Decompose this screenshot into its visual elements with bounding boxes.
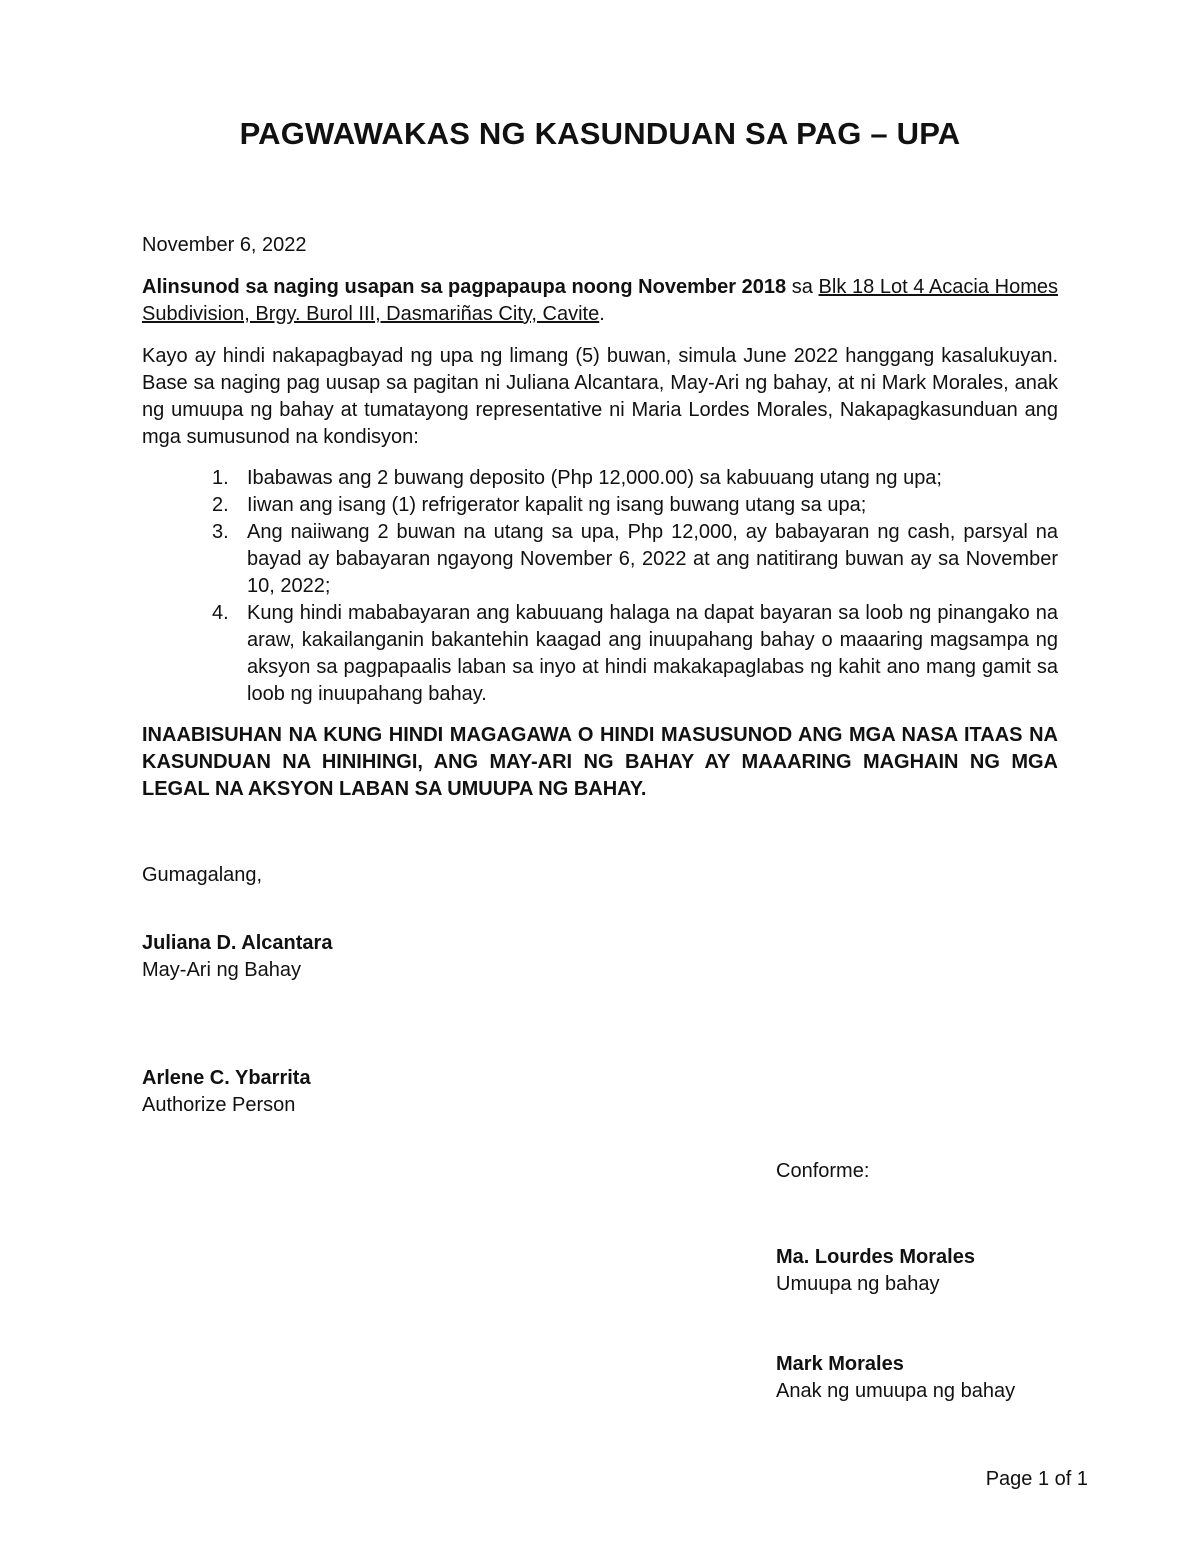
- list-item-number: 2.: [212, 494, 229, 516]
- conforme-label: Conforme:: [776, 1160, 870, 1182]
- list-item: [142, 519, 1058, 600]
- son-role: Anak ng umuupa ng bahay: [776, 1380, 1016, 1402]
- terms-list-container: [142, 465, 1058, 708]
- son-name: Mark Morales: [776, 1353, 904, 1375]
- intro-paragraph: [142, 274, 1058, 328]
- document-title: PAGWAWAKAS NG KASUNDUAN SA PAG – UPA: [239, 116, 961, 151]
- list-item-text: Ibabawas ang 2 buwang deposito (Php 12,000.00) sa kabuuang utang ng upa;: [247, 467, 942, 489]
- page-number: Page 1 of 1: [985, 1468, 1088, 1490]
- owner-role: May-Ari ng Bahay: [142, 959, 301, 981]
- terms-list: [142, 465, 1058, 708]
- owner-name: Juliana D. Alcantara: [142, 932, 333, 954]
- list-item-text: Ang naiiwang 2 buwan na utang sa upa, Php 12,000, ay babayaran ng cash, parsyal na bayad ay babayaran ngayong November 6, 2022 at ang natitirang buwan ay sa November 10, 2022;: [247, 521, 1058, 597]
- letter-date: November 6, 2022: [142, 234, 307, 256]
- list-item-number: 1.: [212, 467, 229, 489]
- main-paragraph: Kayo ay hindi nakapagbayad ng upa ng limang (5) buwan, simula June 2022 hanggang kasalukuyan. Base sa naging pag uusap sa pagitan ni Juliana Alcantara, May-Ari ng bahay, at ni Mark Morales, anak ng umuupa ng bahay at tumatayong representative ni Maria Lordes Morales, Nakapagkasunduan ang mga sumusunod na kondisyon:: [142, 345, 1058, 448]
- list-item-number: 4.: [212, 602, 229, 624]
- warning-paragraph: INAABISUHAN NA KUNG HINDI MAGAGAWA O HINDI MASUSUNOD ANG MGA NASA ITAAS NA KASUNDUAN NA HINIHINGI, ANG MAY-ARI NG BAHAY AY MAAARING MAGHAIN NG MGA LEGAL NA AKSYON LABAN SA UMUUPA NG BAHAY.: [142, 724, 1058, 800]
- list-item: [142, 600, 1058, 708]
- tenant-name: Ma. Lourdes Morales: [776, 1246, 975, 1268]
- intro-connector: sa: [786, 276, 819, 298]
- list-item: [142, 492, 1058, 519]
- authorized-role: Authorize Person: [142, 1094, 296, 1116]
- intro-end: .: [599, 303, 605, 325]
- authorized-name: Arlene C. Ybarrita: [142, 1067, 311, 1089]
- closing-text: Gumagalang,: [142, 864, 263, 886]
- list-item: [142, 465, 1058, 492]
- tenant-role: Umuupa ng bahay: [776, 1273, 940, 1295]
- property-address: Blk 18 Lot 4 Acacia Homes Subdivision, Brgy. Burol III, Dasmariñas City, Cavite: [142, 276, 1058, 325]
- list-item-number: 3.: [212, 521, 229, 543]
- intro-bold-text: Alinsunod sa naging usapan sa pagpapaupa noong November 2018: [142, 276, 787, 298]
- list-item-text: Kung hindi mababayaran ang kabuuang halaga na dapat bayaran sa loob ng pinangako na araw, kakailanganin bakantehin kaagad ang inuupahang bahay o maaaring magsampa ng aksyon sa pagpapaalis laban sa inyo at hindi makakapaglabas ng kahit ano mang gamit sa loob ng inuupahang bahay.: [247, 602, 1058, 705]
- list-item-text: Iiwan ang isang (1) refrigerator kapalit ng isang buwang utang sa upa;: [247, 494, 867, 516]
